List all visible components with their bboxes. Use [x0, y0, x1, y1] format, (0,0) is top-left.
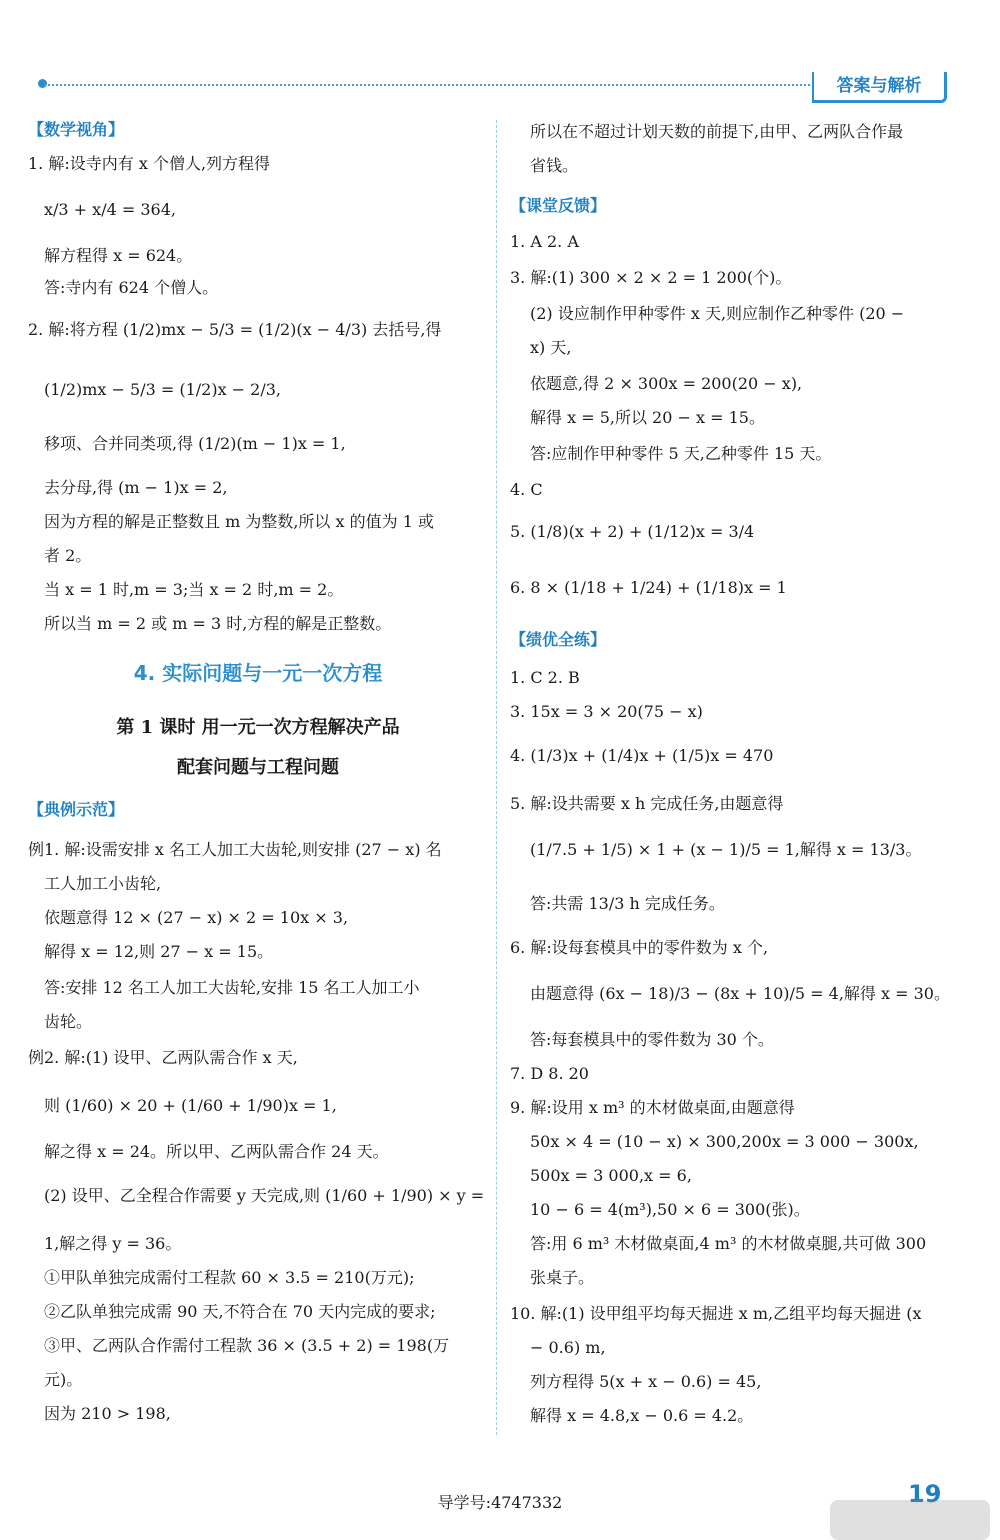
text-line: 6. 8 × (1/18 + 1/24) + (1/18)x = 1: [510, 578, 787, 597]
text-line: 50x × 4 = (10 − x) × 300,200x = 3 000 − 300x,: [530, 1132, 919, 1151]
text-line: 列方程得 5(x + x − 0.6) = 45,: [530, 1372, 762, 1391]
text-line: 例1. 解:设需安排 x 名工人加工大齿轮,则安排 (27 − x) 名: [28, 840, 442, 859]
text-line: 张桌子。: [530, 1268, 595, 1287]
text-line: 答:共需 13/3 h 完成任务。: [530, 894, 725, 913]
text-line: 解得 x = 5,所以 20 − x = 15。: [530, 408, 765, 427]
text-line: 4. C: [510, 480, 543, 499]
chapter-title: 4. 实际问题与一元一次方程: [133, 661, 383, 685]
text-line: ②乙队单独完成需 90 天,不符合在 70 天内完成的要求;: [44, 1302, 436, 1321]
text-line: 者 2。: [44, 546, 92, 565]
text-line: 去分母,得 (m − 1)x = 2,: [44, 478, 228, 497]
text-line: 3. 15x = 3 × 20(75 − x): [510, 702, 703, 721]
text-line: 例2. 解:(1) 设甲、乙两队需合作 x 天,: [28, 1048, 298, 1067]
watermark-logo: [830, 1500, 990, 1540]
column-divider: [496, 120, 497, 1435]
text-line: − 0.6) m,: [530, 1338, 606, 1357]
text-line: 1,解之得 y = 36。: [44, 1234, 182, 1253]
answer-section-tab: 答案与解析: [812, 72, 947, 103]
section-heading: 【典例示范】: [28, 800, 125, 819]
text-line: (1/2)mx − 5/3 = (1/2)x − 2/3,: [44, 380, 282, 399]
text-line: 解得 x = 4.8,x − 0.6 = 4.2。: [530, 1406, 754, 1425]
text-line: 10. 解:(1) 设甲组平均每天掘进 x m,乙组平均每天掘进 (x: [510, 1304, 922, 1323]
text-line: 省钱。: [530, 156, 579, 175]
text-line: 则 (1/60) × 20 + (1/60 + 1/90)x = 1,: [44, 1096, 337, 1115]
section-heading: 【课堂反馈】: [510, 196, 607, 215]
guide-number: 导学号:4747332: [437, 1493, 563, 1512]
text-line: ①甲队单独完成需付工程款 60 × 3.5 = 210(万元);: [44, 1268, 415, 1287]
text-line: (2) 设甲、乙全程合作需要 y 天完成,则 (1/60 + 1/90) × y =: [44, 1186, 485, 1205]
text-line: 答:用 6 m³ 木材做桌面,4 m³ 的木材做桌腿,共可做 300: [530, 1234, 927, 1253]
text-line: 移项、合并同类项,得 (1/2)(m − 1)x = 1,: [44, 434, 346, 453]
text-line: 因为 210 > 198,: [44, 1404, 171, 1423]
text-line: 答:安排 12 名工人加工大齿轮,安排 15 名工人加工小: [44, 978, 420, 997]
text-line: x) 天,: [530, 338, 572, 357]
text-line: 解之得 x = 24。所以甲、乙两队需合作 24 天。: [44, 1142, 389, 1161]
text-line: 依题意得 12 × (27 − x) × 2 = 10x × 3,: [44, 908, 349, 927]
text-line: 7. D 8. 20: [510, 1064, 589, 1083]
text-line: 1. C 2. B: [510, 668, 580, 687]
text-line: (2) 设应制作甲种零件 x 天,则应制作乙种零件 (20 −: [530, 304, 905, 323]
text-line: 500x = 3 000,x = 6,: [530, 1166, 692, 1185]
text-line: 10 − 6 = 4(m³),50 × 6 = 300(张)。: [530, 1200, 810, 1219]
text-line: (1/7.5 + 1/5) × 1 + (x − 1)/5 = 1,解得 x = 13/3。: [530, 840, 922, 859]
text-line: 答:寺内有 624 个僧人。: [44, 278, 219, 297]
text-line: 元)。: [44, 1370, 83, 1389]
text-line: x/3 + x/4 = 364,: [44, 200, 176, 219]
text-line: ③甲、乙两队合作需付工程款 36 × (3.5 + 2) = 198(万: [44, 1336, 450, 1355]
text-line: 5. 解:设共需要 x h 完成任务,由题意得: [510, 794, 784, 813]
text-line: 答:每套模具中的零件数为 30 个。: [530, 1030, 774, 1049]
text-line: 由题意得 (6x − 18)/3 − (8x + 10)/5 = 4,解得 x = 30。: [530, 984, 950, 1003]
text-line: 解得 x = 12,则 27 − x = 15。: [44, 942, 274, 961]
text-line: 1. 解:设寺内有 x 个僧人,列方程得: [28, 154, 271, 173]
text-line: 当 x = 1 时,m = 3;当 x = 2 时,m = 2。: [44, 580, 344, 599]
text-line: 4. (1/3)x + (1/4)x + (1/5)x = 470: [510, 746, 774, 765]
text-line: 所以在不超过计划天数的前提下,由甲、乙两队合作最: [530, 122, 904, 141]
lesson-title: 配套问题与工程问题: [177, 757, 339, 778]
text-line: 2. 解:将方程 (1/2)mx − 5/3 = (1/2)(x − 4/3) 去括号,得: [28, 320, 442, 339]
text-line: 答:应制作甲种零件 5 天,乙种零件 15 天。: [530, 444, 832, 463]
text-line: 工人加工小齿轮,: [44, 874, 162, 893]
page-number: 19: [908, 1480, 942, 1508]
section-heading: 【绩优全练】: [510, 630, 607, 649]
text-line: 齿轮。: [44, 1012, 93, 1031]
text-line: 因为方程的解是正整数且 m 为整数,所以 x 的值为 1 或: [44, 512, 434, 531]
text-line: 1. A 2. A: [510, 232, 579, 251]
text-line: 依题意,得 2 × 300x = 200(20 − x),: [530, 374, 803, 393]
text-line: 解方程得 x = 624。: [44, 246, 193, 265]
lesson-title: 第 1 课时 用一元一次方程解决产品: [116, 717, 400, 738]
text-line: 9. 解:设用 x m³ 的木材做桌面,由题意得: [510, 1098, 795, 1117]
text-line: 5. (1/8)(x + 2) + (1/12)x = 3/4: [510, 522, 755, 541]
text-line: 所以当 m = 2 或 m = 3 时,方程的解是正整数。: [44, 614, 392, 633]
section-heading: 【数学视角】: [28, 120, 125, 139]
text-line: 6. 解:设每套模具中的零件数为 x 个,: [510, 938, 769, 957]
header-rule: [44, 84, 814, 86]
text-line: 3. 解:(1) 300 × 2 × 2 = 1 200(个)。: [510, 268, 792, 287]
